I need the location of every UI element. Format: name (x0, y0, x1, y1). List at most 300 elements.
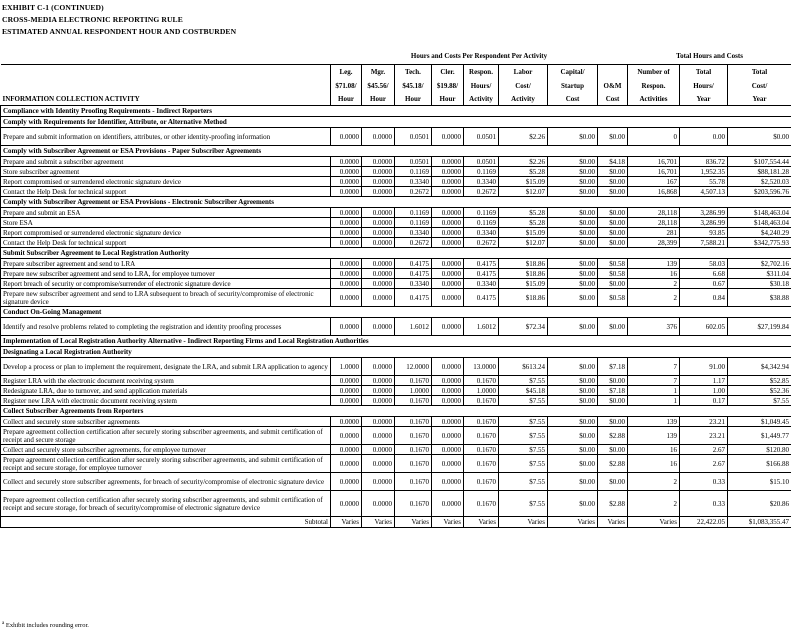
tech-cell: 1.6012 (395, 318, 432, 336)
labor-cell: $2.26 (499, 157, 548, 167)
totcost-cell: $148,463.04 (728, 218, 791, 228)
col-capital-h2: Startup (548, 79, 598, 92)
leg-cell: 0.0000 (331, 177, 362, 187)
leg-cell: 0.0000 (331, 417, 362, 427)
num-cell: 281 (628, 228, 680, 238)
capital-cell: $0.00 (548, 289, 598, 307)
col-cler-h1: Cler. (432, 65, 464, 80)
col-totcost-h2: Cost/ (728, 79, 791, 92)
cler-cell: 0.0000 (432, 386, 464, 396)
tothours-cell: 58.03 (680, 259, 728, 269)
om-cell: $0.00 (598, 417, 628, 427)
burden-table (0, 48, 791, 528)
tothours-cell: 836.72 (680, 157, 728, 167)
mgr-cell: 0.0000 (362, 386, 395, 396)
om-cell: $4.18 (598, 157, 628, 167)
col-labor-h3: Activity (499, 92, 548, 106)
totcost-cell: $107,554.44 (728, 157, 791, 167)
col-tothours-h1: Total (680, 65, 728, 80)
labor-cell: $12.07 (499, 238, 548, 248)
section-header-label: Collect Subscriber Agreements from Reporters (1, 406, 791, 417)
num-cell: 139 (628, 417, 680, 427)
column-header-row-1 (1, 65, 791, 80)
om-cell: $0.58 (598, 269, 628, 279)
table-row (1, 396, 791, 406)
om-cell: $7.18 (598, 358, 628, 376)
labor-cell: $15.09 (499, 228, 548, 238)
leg-cell: 0.0000 (331, 157, 362, 167)
capital-cell: $0.00 (548, 218, 598, 228)
totcost-cell: $120.80 (728, 445, 791, 455)
mgr-cell: 0.0000 (362, 177, 395, 187)
table-row (1, 445, 791, 455)
section-header-row (1, 117, 791, 128)
col-mgr-h2: $45.56/ (362, 79, 395, 92)
mgr-cell: 0.0000 (362, 358, 395, 376)
num-cell: 1 (628, 396, 680, 406)
tech-cell: Varies (395, 517, 432, 528)
num-cell: 139 (628, 259, 680, 269)
col-leg-h2: $71.08/ (331, 79, 362, 92)
col-mgr-h3: Hour (362, 92, 395, 106)
tothours-cell: 93.85 (680, 228, 728, 238)
activity-cell: Contact the Help Desk for technical support (1, 187, 331, 197)
om-cell: $2.88 (598, 455, 628, 473)
tech-cell: 0.0501 (395, 128, 432, 146)
activity-cell: Contact the Help Desk for technical support (1, 238, 331, 248)
activity-cell: Prepare subscriber agreement and send to LRA (1, 259, 331, 269)
table-row (1, 417, 791, 427)
leg-cell: 0.0000 (331, 491, 362, 517)
activity-cell: Store ESA (1, 218, 331, 228)
cler-cell: 0.0000 (432, 376, 464, 386)
section-header-row (1, 106, 791, 117)
capital-cell: $0.00 (548, 473, 598, 491)
capital-cell: $0.00 (548, 396, 598, 406)
totcost-cell: $148,463.04 (728, 208, 791, 218)
respon-cell: 0.1169 (464, 167, 499, 177)
column-header-row-2 (1, 79, 791, 92)
om-cell: $0.00 (598, 228, 628, 238)
labor-cell: $45.18 (499, 386, 548, 396)
tothours-cell: 0.84 (680, 289, 728, 307)
activity-cell: Identify and resolve problems related to completing the registration and identity proofing processes (1, 318, 331, 336)
mgr-cell: 0.0000 (362, 208, 395, 218)
cler-cell: 0.0000 (432, 208, 464, 218)
leg-cell: 0.0000 (331, 259, 362, 269)
col-respon-h3: Activity (464, 92, 499, 106)
mgr-cell: 0.0000 (362, 269, 395, 279)
om-cell: $2.88 (598, 491, 628, 517)
capital-cell: $0.00 (548, 157, 598, 167)
respon-cell: 0.3340 (464, 177, 499, 187)
activity-cell: Register new LRA with electronic document receiving system (1, 396, 331, 406)
labor-cell: $7.55 (499, 376, 548, 386)
col-tech-h3: Hour (395, 92, 432, 106)
leg-cell: 0.0000 (331, 289, 362, 307)
tothours-cell: 7,588.21 (680, 238, 728, 248)
tech-cell: 0.2672 (395, 238, 432, 248)
mgr-cell: 0.0000 (362, 491, 395, 517)
labor-cell: $7.55 (499, 445, 548, 455)
leg-cell: 1.0000 (331, 358, 362, 376)
section-header-row (1, 406, 791, 417)
respon-cell: 0.4175 (464, 269, 499, 279)
section-header-label: Submit Subscriber Agreement to Local Registration Authority (1, 248, 791, 259)
table-row (1, 358, 791, 376)
section-header-label: Conduct On-Going Management (1, 307, 791, 318)
totcost-cell: $20.86 (728, 491, 791, 517)
om-cell: $0.00 (598, 445, 628, 455)
capital-cell: $0.00 (548, 238, 598, 248)
leg-cell: 0.0000 (331, 269, 362, 279)
respon-cell: Varies (464, 517, 499, 528)
respon-cell: 0.3340 (464, 228, 499, 238)
capital-cell: $0.00 (548, 318, 598, 336)
burden-table-wrapper (0, 48, 791, 528)
mgr-cell: 0.0000 (362, 455, 395, 473)
om-cell: $0.00 (598, 376, 628, 386)
om-cell: $0.00 (598, 128, 628, 146)
leg-cell: 0.0000 (331, 279, 362, 289)
om-cell: $0.00 (598, 238, 628, 248)
num-cell: 16 (628, 445, 680, 455)
num-cell: 16 (628, 269, 680, 279)
tothours-cell: 23.21 (680, 417, 728, 427)
tech-cell: 0.1670 (395, 455, 432, 473)
totcost-cell: $27,199.84 (728, 318, 791, 336)
cler-cell: 0.0000 (432, 128, 464, 146)
tothours-cell: 22,422.05 (680, 517, 728, 528)
table-row (1, 228, 791, 238)
labor-cell: $613.24 (499, 358, 548, 376)
leg-cell: 0.0000 (331, 455, 362, 473)
totcost-cell: $88,181.28 (728, 167, 791, 177)
tech-cell: 0.1670 (395, 396, 432, 406)
om-cell: $0.00 (598, 177, 628, 187)
num-cell: 2 (628, 289, 680, 307)
num-cell: 28,118 (628, 218, 680, 228)
totcost-cell: $2,520.03 (728, 177, 791, 187)
activity-cell: Redesignate LRA, due to turnover, and send application materials (1, 386, 331, 396)
totcost-cell: $1,449.77 (728, 427, 791, 445)
col-leg-h3: Hour (331, 92, 362, 106)
table-row (1, 157, 791, 167)
activity-cell: Prepare and submit an ESA (1, 208, 331, 218)
num-cell: 7 (628, 358, 680, 376)
table-row (1, 427, 791, 445)
col-respon-h2: Hours/ (464, 79, 499, 92)
activity-cell: Report breach of security or compromise/surrender of electronic signature device (1, 279, 331, 289)
activity-cell: Prepare new subscriber agreement and send to LRA, for employee turnover (1, 269, 331, 279)
table-row (1, 218, 791, 228)
labor-cell: $7.55 (499, 427, 548, 445)
om-cell: $0.00 (598, 167, 628, 177)
table-row (1, 187, 791, 197)
footnote-mark: a (2, 621, 5, 626)
leg-cell: 0.0000 (331, 218, 362, 228)
labor-cell: $15.09 (499, 279, 548, 289)
cler-cell: 0.0000 (432, 269, 464, 279)
om-cell: $0.00 (598, 473, 628, 491)
tothours-cell: 0.33 (680, 473, 728, 491)
tothours-cell: 91.00 (680, 358, 728, 376)
cler-cell: 0.0000 (432, 396, 464, 406)
tothours-cell: 0.33 (680, 491, 728, 517)
table-row (1, 269, 791, 279)
leg-cell: 0.0000 (331, 427, 362, 445)
capital-cell: $0.00 (548, 279, 598, 289)
totcost-cell: $166.88 (728, 455, 791, 473)
totcost-cell: $52.36 (728, 386, 791, 396)
col-activity-h1 (1, 65, 331, 80)
totcost-cell: $1,049.45 (728, 417, 791, 427)
col-labor-h2: Cost/ (499, 79, 548, 92)
col-capital-h1: Capital/ (548, 65, 598, 80)
num-cell: 16 (628, 455, 680, 473)
section-header-label: Designating a Local Registration Authority (1, 347, 791, 358)
respon-cell: 0.1670 (464, 455, 499, 473)
activity-cell: Register LRA with the electronic document receiving system (1, 376, 331, 386)
col-totcost-h1: Total (728, 65, 791, 80)
col-om-h2: O&M (598, 79, 628, 92)
om-cell: $2.88 (598, 427, 628, 445)
leg-cell: 0.0000 (331, 167, 362, 177)
col-cler-h2: $19.88/ (432, 79, 464, 92)
capital-cell: $0.00 (548, 228, 598, 238)
leg-cell: Varies (331, 517, 362, 528)
table-row (1, 491, 791, 517)
mgr-cell: 0.0000 (362, 318, 395, 336)
subtotal-row (1, 517, 791, 528)
section-header-label: Compliance with Identity Proofing Requirements - Indirect Reporters (1, 106, 791, 117)
num-cell: 2 (628, 279, 680, 289)
respon-cell: 0.1670 (464, 473, 499, 491)
totcost-cell: $4,240.29 (728, 228, 791, 238)
respon-cell: 1.0000 (464, 386, 499, 396)
num-cell: 2 (628, 473, 680, 491)
num-cell: 1 (628, 386, 680, 396)
tothours-cell: 2.67 (680, 445, 728, 455)
col-respon-h1: Respon. (464, 65, 499, 80)
group-header-row (1, 48, 791, 65)
table-row (1, 238, 791, 248)
respon-cell: 0.1670 (464, 445, 499, 455)
tech-cell: 0.1169 (395, 167, 432, 177)
tech-cell: 0.1169 (395, 218, 432, 228)
capital-cell: $0.00 (548, 269, 598, 279)
mgr-cell: 0.0000 (362, 473, 395, 491)
tech-cell: 0.1670 (395, 417, 432, 427)
tech-cell: 0.0501 (395, 157, 432, 167)
leg-cell: 0.0000 (331, 396, 362, 406)
mgr-cell: 0.0000 (362, 279, 395, 289)
totcost-cell: $4,342.94 (728, 358, 791, 376)
tothours-cell: 0.67 (680, 279, 728, 289)
cler-cell: 0.0000 (432, 445, 464, 455)
capital-cell: Varies (548, 517, 598, 528)
activity-cell: Collect and securely store subscriber agreements, for employee turnover (1, 445, 331, 455)
respon-cell: 1.6012 (464, 318, 499, 336)
capital-cell: $0.00 (548, 187, 598, 197)
tech-cell: 0.3340 (395, 228, 432, 238)
capital-cell: $0.00 (548, 455, 598, 473)
capital-cell: $0.00 (548, 417, 598, 427)
col-om-h3: Cost (598, 92, 628, 106)
table-row (1, 259, 791, 269)
num-cell: 167 (628, 177, 680, 187)
num-cell: 28,399 (628, 238, 680, 248)
table-row (1, 473, 791, 491)
totcost-cell: $30.18 (728, 279, 791, 289)
respon-cell: 0.1670 (464, 376, 499, 386)
leg-cell: 0.0000 (331, 128, 362, 146)
activity-cell: Prepare agreement collection certification after securely storing subscriber agreements, and submit certification of receipt and secure storage, for employee turnover (1, 455, 331, 473)
num-cell: 7 (628, 376, 680, 386)
cler-cell: 0.0000 (432, 417, 464, 427)
table-title: ESTIMATED ANNUAL RESPONDENT HOUR AND COSTBURDEN (2, 27, 237, 36)
labor-cell: $18.86 (499, 289, 548, 307)
respon-cell: 0.0501 (464, 157, 499, 167)
col-tothours-h3: Year (680, 92, 728, 106)
leg-cell: 0.0000 (331, 228, 362, 238)
tech-cell: 0.1670 (395, 445, 432, 455)
activity-cell: Report compromised or surrendered electronic signature device (1, 228, 331, 238)
cler-cell: 0.0000 (432, 279, 464, 289)
leg-cell: 0.0000 (331, 208, 362, 218)
tothours-cell: 3,286.99 (680, 208, 728, 218)
tothours-cell: 1.17 (680, 376, 728, 386)
mgr-cell: 0.0000 (362, 238, 395, 248)
table-body (1, 106, 791, 528)
col-num-h3: Activities (628, 92, 680, 106)
leg-cell: 0.0000 (331, 238, 362, 248)
mgr-cell: 0.0000 (362, 128, 395, 146)
cler-cell: 0.0000 (432, 228, 464, 238)
table-row (1, 318, 791, 336)
num-cell: 28,118 (628, 208, 680, 218)
leg-cell: 0.0000 (331, 386, 362, 396)
cler-cell: 0.0000 (432, 167, 464, 177)
respon-cell: 0.2672 (464, 187, 499, 197)
om-cell: $0.00 (598, 187, 628, 197)
om-cell: $0.58 (598, 259, 628, 269)
col-num-h2: Respon. (628, 79, 680, 92)
tothours-cell: 55.78 (680, 177, 728, 187)
cler-cell: Varies (432, 517, 464, 528)
cler-cell: 0.0000 (432, 177, 464, 187)
capital-cell: $0.00 (548, 177, 598, 187)
col-tech-h2: $45.18/ (395, 79, 432, 92)
mgr-cell: 0.0000 (362, 396, 395, 406)
labor-cell: $7.55 (499, 417, 548, 427)
labor-cell: $7.55 (499, 396, 548, 406)
table-row (1, 128, 791, 146)
capital-cell: $0.00 (548, 376, 598, 386)
totcost-cell: $15.10 (728, 473, 791, 491)
tech-cell: 0.3340 (395, 177, 432, 187)
respon-cell: 0.3340 (464, 279, 499, 289)
activity-cell: Report compromised or surrendered electronic signature device (1, 177, 331, 187)
totcost-cell: $2,702.16 (728, 259, 791, 269)
om-cell: $0.00 (598, 279, 628, 289)
table-row (1, 455, 791, 473)
om-cell: $7.18 (598, 386, 628, 396)
tech-cell: 0.4175 (395, 269, 432, 279)
capital-cell: $0.00 (548, 427, 598, 445)
col-leg-h1: Leg. (331, 65, 362, 80)
cler-cell: 0.0000 (432, 318, 464, 336)
col-capital-h3: Cost (548, 92, 598, 106)
footnote (2, 621, 89, 629)
labor-cell: $5.28 (499, 208, 548, 218)
num-cell: 139 (628, 427, 680, 445)
tothours-cell: 1.00 (680, 386, 728, 396)
tech-cell: 1.0000 (395, 386, 432, 396)
totcost-cell: $52.85 (728, 376, 791, 386)
tothours-cell: 0.00 (680, 128, 728, 146)
mgr-cell: 0.0000 (362, 259, 395, 269)
activity-cell: Prepare and submit a subscriber agreement (1, 157, 331, 167)
section-header-row (1, 307, 791, 318)
table-row (1, 208, 791, 218)
cler-cell: 0.0000 (432, 491, 464, 517)
mgr-cell: Varies (362, 517, 395, 528)
mgr-cell: 0.0000 (362, 167, 395, 177)
tech-cell: 0.3340 (395, 279, 432, 289)
section-header-label: Comply with Requirements for Identifier, Attribute, or Alternative Method (1, 117, 791, 128)
capital-cell: $0.00 (548, 491, 598, 517)
respon-cell: 0.1670 (464, 491, 499, 517)
cler-cell: 0.0000 (432, 238, 464, 248)
table-row (1, 376, 791, 386)
labor-cell: Varies (499, 517, 548, 528)
exhibit-title: EXHIBIT C-1 (CONTINUED) (2, 3, 104, 12)
totcost-cell: $0.00 (728, 128, 791, 146)
section-header-label: Comply with Subscriber Agreement or ESA Provisions - Paper Subscriber Agreements (1, 146, 791, 157)
num-cell: Varies (628, 517, 680, 528)
num-cell: 2 (628, 491, 680, 517)
respon-cell: 0.1670 (464, 427, 499, 445)
respon-cell: 13.0000 (464, 358, 499, 376)
tech-cell: 0.1670 (395, 376, 432, 386)
om-cell: $0.00 (598, 218, 628, 228)
tothours-cell: 2.67 (680, 455, 728, 473)
col-mgr-h1: Mgr. (362, 65, 395, 80)
activity-cell: Collect and securely store subscriber agreements (1, 417, 331, 427)
mgr-cell: 0.0000 (362, 427, 395, 445)
num-cell: 16,701 (628, 157, 680, 167)
tothours-cell: 602.05 (680, 318, 728, 336)
totcost-cell: $7.55 (728, 396, 791, 406)
leg-cell: 0.0000 (331, 473, 362, 491)
capital-cell: $0.00 (548, 167, 598, 177)
totcost-cell: $1,083,355.47 (728, 517, 791, 528)
col-cler-h3: Hour (432, 92, 464, 106)
respon-cell: 0.4175 (464, 289, 499, 307)
respon-cell: 0.1670 (464, 417, 499, 427)
group-totals: Total Hours and Costs (628, 48, 791, 65)
leg-cell: 0.0000 (331, 376, 362, 386)
cler-cell: 0.0000 (432, 289, 464, 307)
cler-cell: 0.0000 (432, 218, 464, 228)
cler-cell: 0.0000 (432, 427, 464, 445)
tothours-cell: 1,952.35 (680, 167, 728, 177)
col-tech-h1: Tech. (395, 65, 432, 80)
table-row (1, 386, 791, 396)
footnote-text: Exhibit includes rounding error. (5, 622, 89, 630)
tech-cell: 0.1670 (395, 473, 432, 491)
